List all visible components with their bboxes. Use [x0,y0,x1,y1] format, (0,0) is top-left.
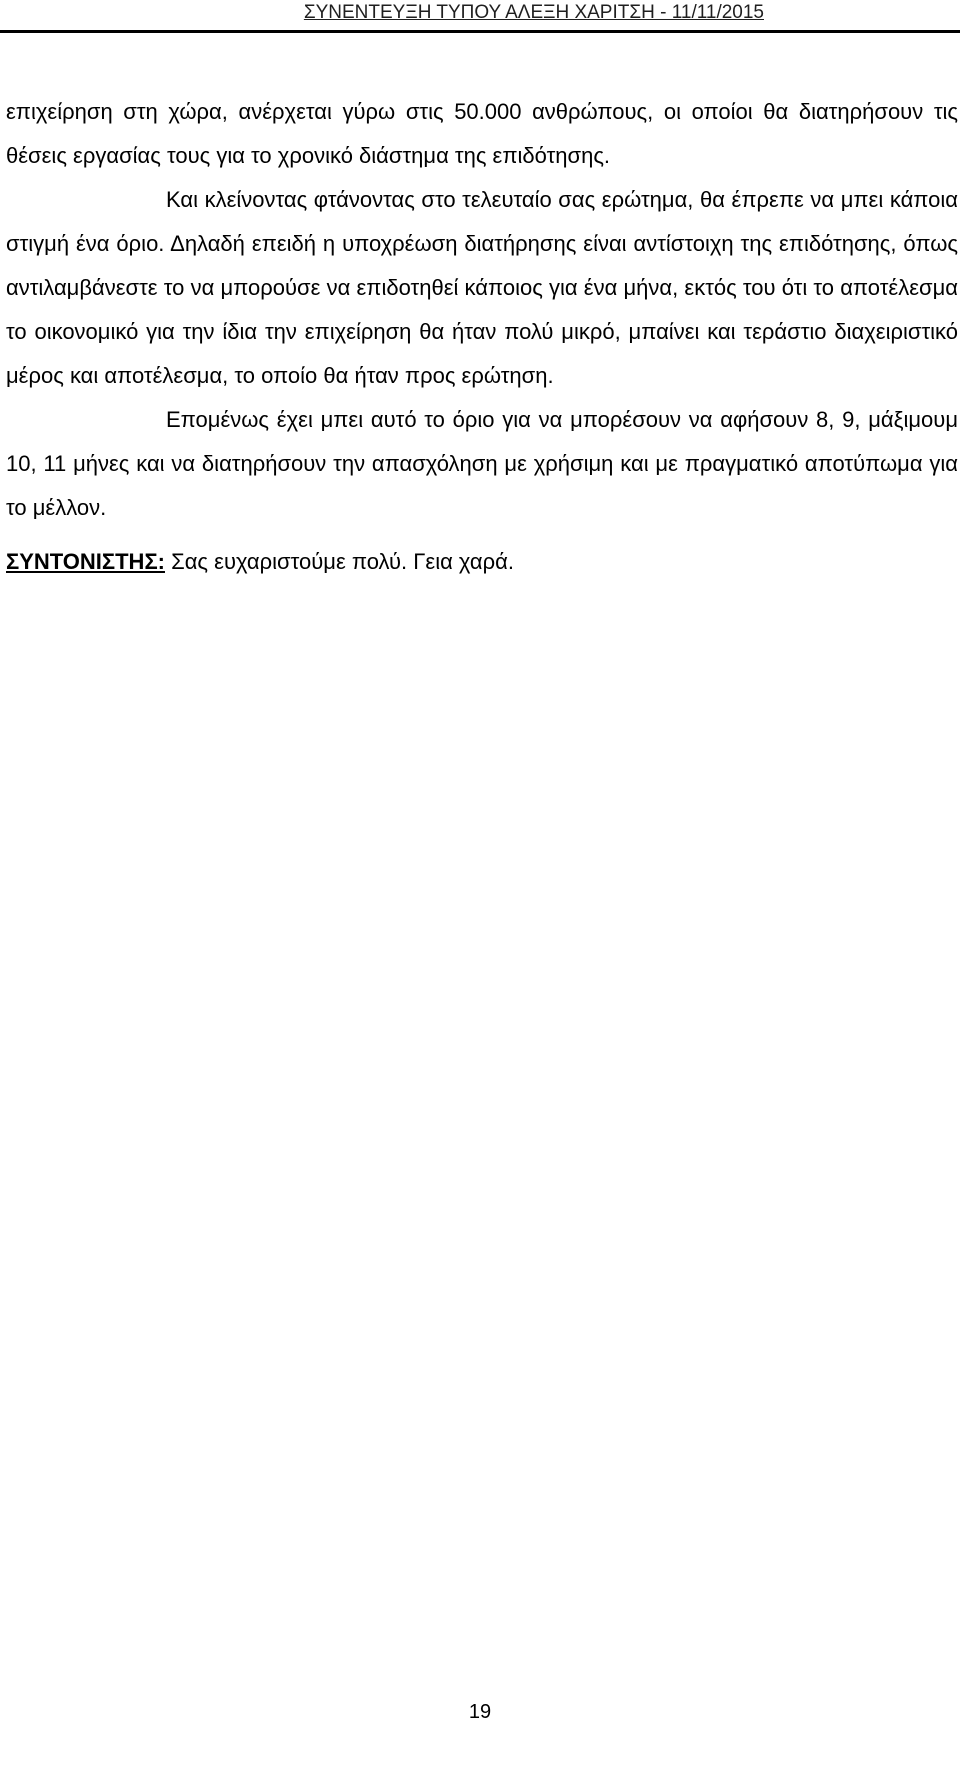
page-header [0,0,960,40]
speaker-label: ΣΥΝΤΟΝΙΣΤΗΣ: [6,549,165,574]
paragraph-limit-explanation: Επομένως έχει μπει αυτό το όριο για να μπορέσουν να αφήσουν 8, 9, μάξιμουμ 10, 11 μήνες και να διατηρήσουν την απασχόληση με χρήσιμη και με πραγματικό αποτύπωμα για το μέλλον. [6,407,958,520]
header-title: ΣΥΝΕΝΤΕΥΞΗ ΤΥΠΟΥ ΑΛΕΞΗ ΧΑΡΙΤΣΗ - 11/11/2015 [303,2,764,23]
closing-text: Σας ευχαριστούμε πολύ. Γεια χαρά. [164,549,514,574]
page-number: 19 [468,1701,492,1723]
paragraph-continuation: επιχείρηση στη χώρα, ανέρχεται γύρω στις 50.000 ανθρώπους, οι οποίοι θα διατηρήσουν τις θέσεις εργασίας τους για το χρονικό διάστημα της επιδότησης. [6,99,958,168]
paragraph-closing-question: Και κλείνοντας φτάνοντας στο τελευταίο σας ερώτημα, θα έπρεπε να μπει κάποια στιγμή ένα όριο. Δηλαδή επειδή η υποχρέωση διατήρησης είναι αντίστοιχη της επιδότησης, όπως αντιλαμβάνεστε το να μπορούσε να επιδοτηθεί κάποιος για ένα μήνα, εκτός του ότι το αποτέλεσμα το οικονομικό για την ίδια την επιχείρηση θα ήταν πολύ μικρό, μπαίνει και τεράστιο διαχειριστικό μέρος και αποτέλεσμα, το οποίο θα ήταν προς ερώτηση. [6,187,958,388]
document-body [6,90,958,584]
closing-line [6,540,958,584]
header-rule [0,30,960,33]
